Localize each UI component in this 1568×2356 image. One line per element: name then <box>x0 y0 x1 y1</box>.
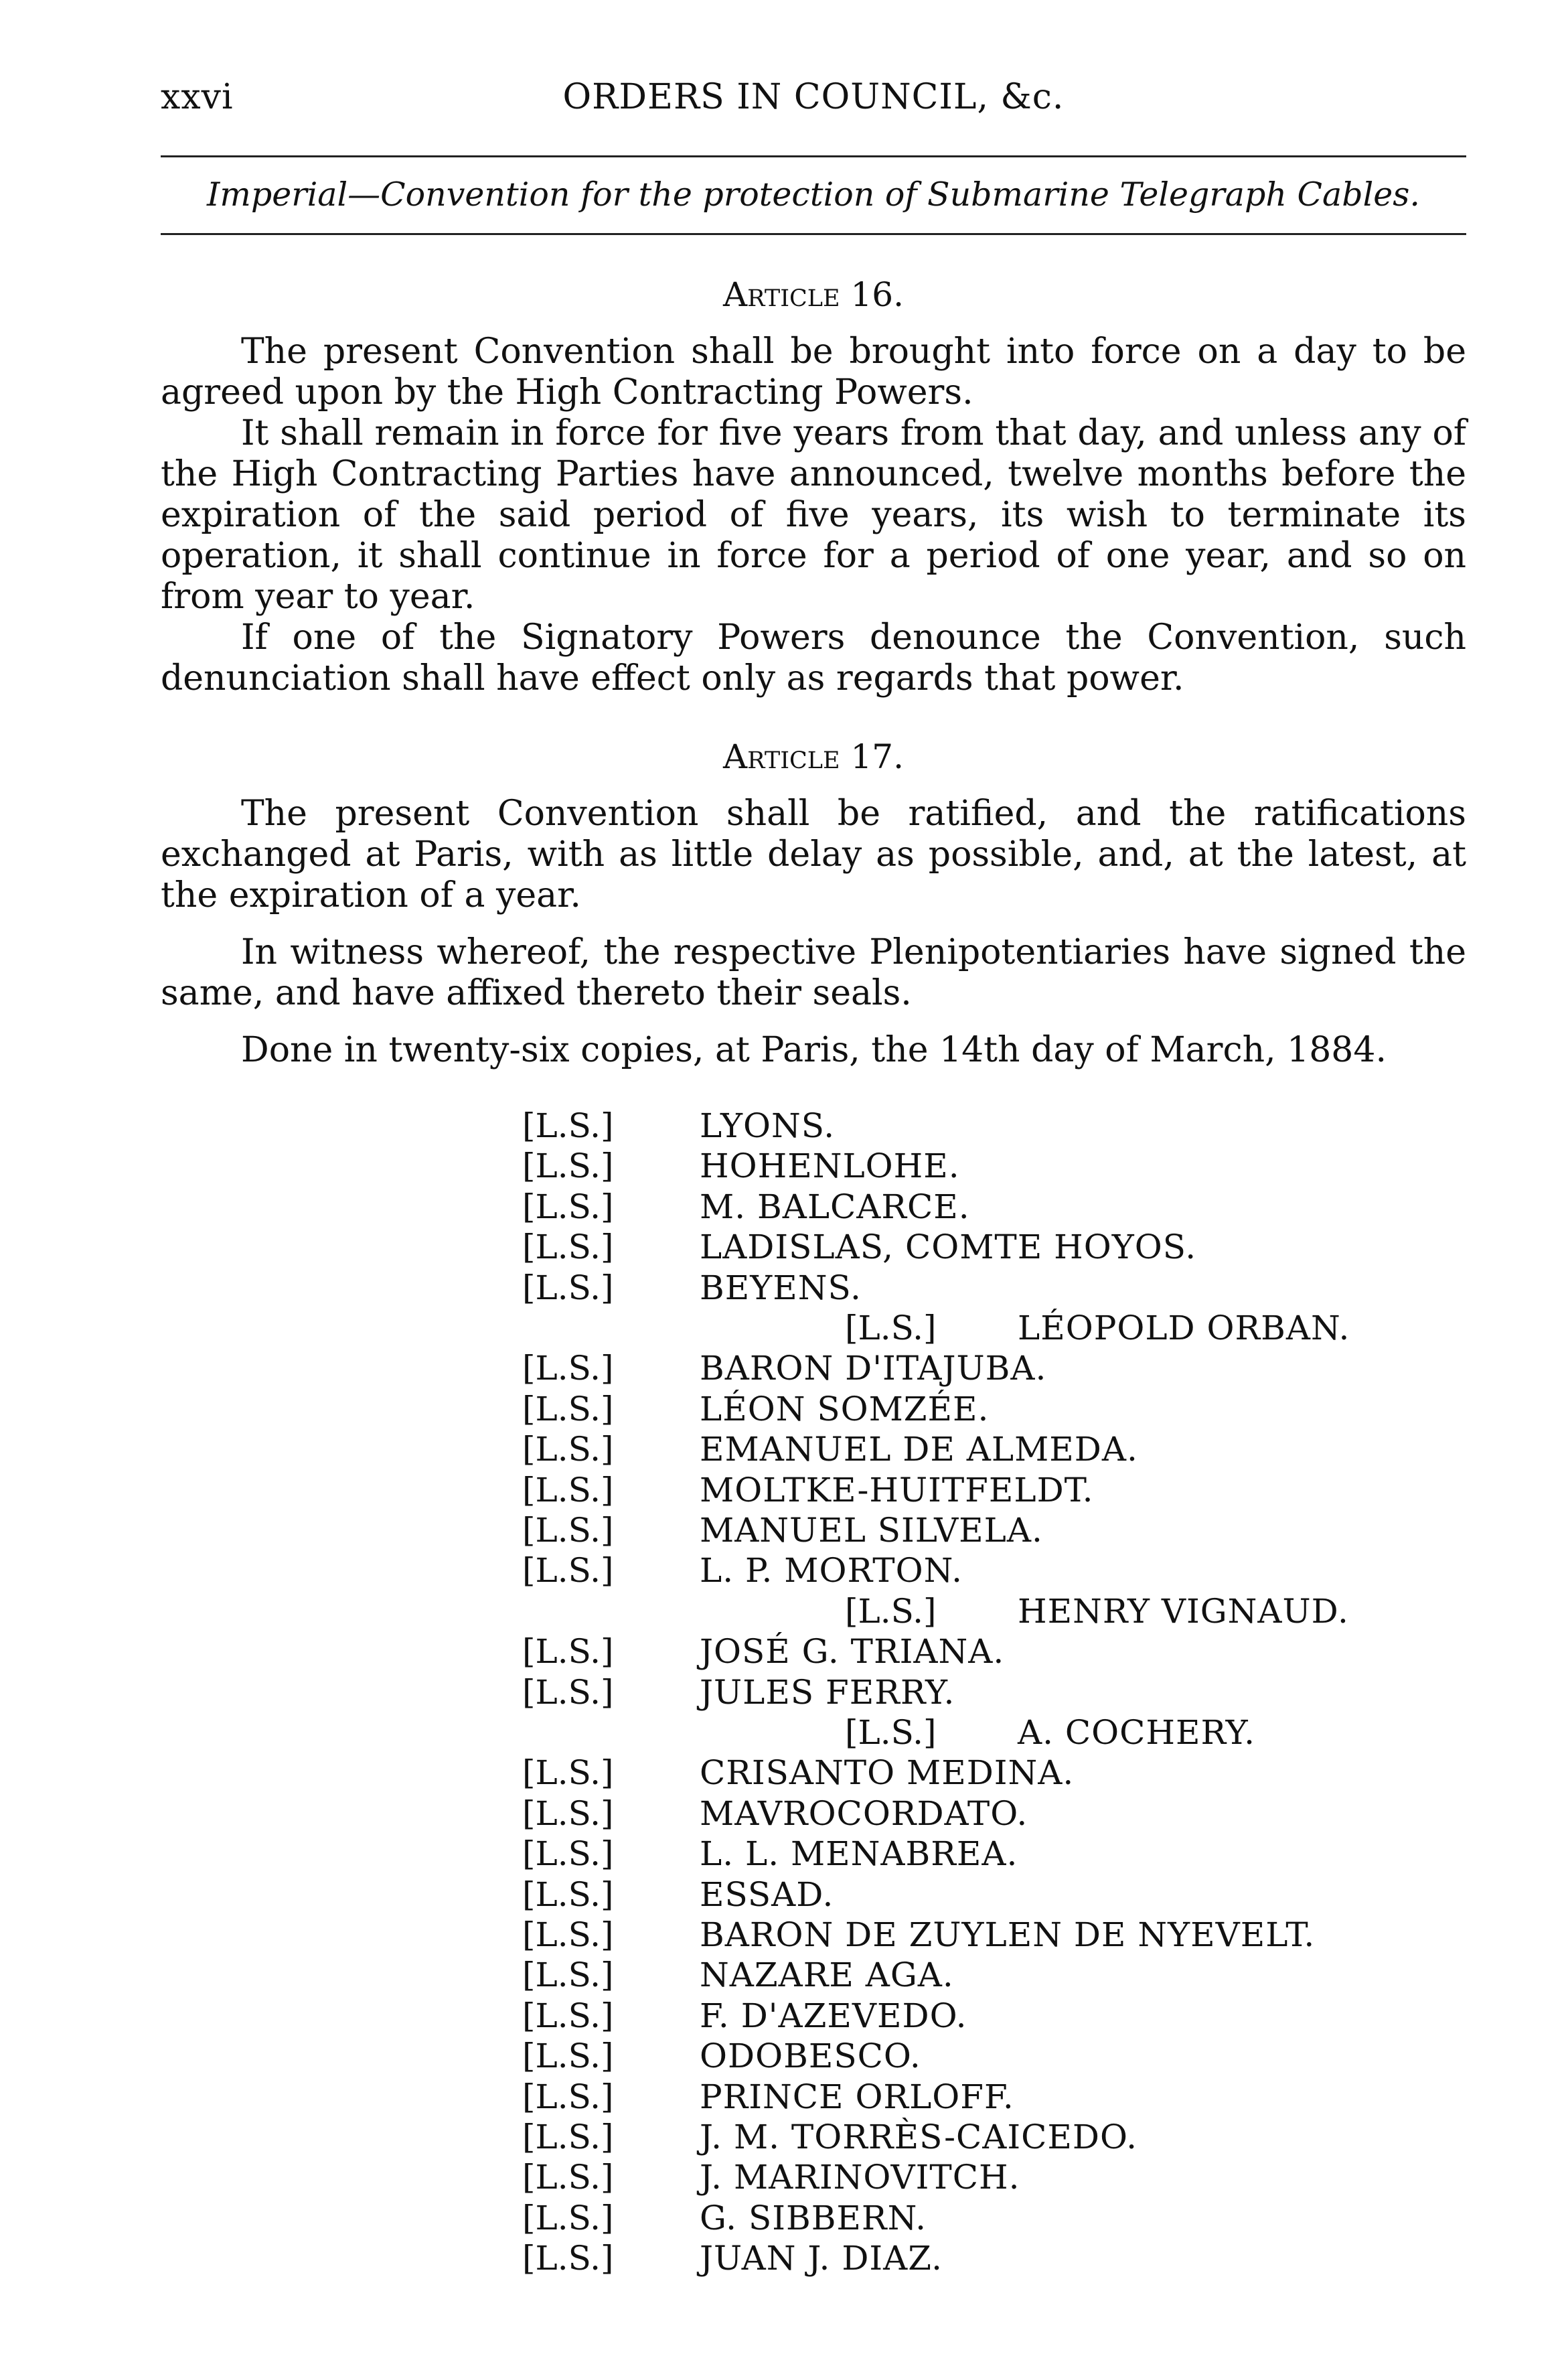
seal-mark: [L.S.] <box>522 1147 614 1186</box>
article-16-paragraph: The present Convention shall be brought into force on a day to be agreed upon by the High Contracting Powers. <box>161 332 1466 413</box>
signatory-name: G. SIBBERN. <box>700 2198 927 2237</box>
signatory-name: J. M. TORRÈS-CAICEDO. <box>700 2118 1138 2156</box>
signatory-name: J. MARINOVITCH. <box>700 2158 1020 2197</box>
signatory-name: MOLTKE-HUITFELDT. <box>700 1470 1094 1510</box>
signatory-name: LÉON SOMZÉE. <box>700 1389 990 1428</box>
seal-mark: [L.S.] <box>845 1309 937 1347</box>
signatory-name: L. L. MENABREA. <box>700 1834 1018 1874</box>
running-title: ORDERS IN COUNCIL, &c. <box>562 77 1065 117</box>
done-paragraph: Done in twenty-six copies, at Paris, the 14th day of March, 1884. <box>241 1030 1387 1070</box>
signatory-name: BARON DE ZUYLEN DE NYEVELT. <box>700 1915 1316 1954</box>
signatory-name: L. P. MORTON. <box>700 1551 963 1591</box>
seal-mark: [L.S.] <box>522 1106 614 1145</box>
seal-mark: [L.S.] <box>522 1268 614 1307</box>
seal-mark: [L.S.] <box>522 1511 614 1550</box>
seal-mark: [L.S.] <box>522 1753 614 1793</box>
seal-mark: [L.S.] <box>522 1349 614 1388</box>
signatory-name: LÉOPOLD ORBAN. <box>1018 1309 1350 1347</box>
page-number: xxvi <box>161 77 234 117</box>
seal-mark: [L.S.] <box>522 1834 614 1874</box>
signatory-name: HOHENLOHE. <box>700 1147 960 1186</box>
signatory-name: CRISANTO MEDINA. <box>700 1753 1075 1793</box>
seal-mark: [L.S.] <box>845 1713 937 1752</box>
signatory-name: EMANUEL DE ALMEDA. <box>700 1430 1138 1469</box>
seal-mark: [L.S.] <box>522 1228 614 1267</box>
signatory-name: BEYENS. <box>700 1268 862 1307</box>
seal-mark: [L.S.] <box>522 1430 614 1469</box>
signatory-name: JULES FERRY. <box>700 1672 955 1712</box>
article-17 <box>161 737 1466 1071</box>
signatory-name: BARON D'ITAJUBA. <box>700 1349 1047 1388</box>
signatory-name: JUAN J. DIAZ. <box>700 2239 943 2278</box>
signatory-name: ODOBESCO. <box>700 2037 921 2076</box>
article-16-paragraph: If one of the Signatory Powers denounce the Convention, such denunciation shall have effect only as regards that power. <box>161 617 1466 698</box>
section-subtitle: Imperial—Convention for the protection of Submarine Telegraph Cables. <box>207 175 1420 214</box>
article-16-paragraph: It shall remain in force for five years from that day, and unless any of the High Contracting Parties have announced, twelve months before the expiration of the said period of five years, its wish to terminate its operation, it shall continue in force for a period of one year, and so on from year to year. <box>161 413 1466 617</box>
seal-mark: [L.S.] <box>522 1187 614 1226</box>
signatory-name: MAVROCORDATO. <box>700 1793 1028 1833</box>
article-16 <box>161 275 1466 699</box>
witness-paragraph: In witness whereof, the respective Plenipotentiaries have signed the same, and have affixed thereto their seals. <box>161 932 1466 1013</box>
header-rule-top <box>161 155 1466 157</box>
seal-mark: [L.S.] <box>522 2158 614 2197</box>
header-rule-bottom <box>161 233 1466 235</box>
seal-mark: [L.S.] <box>522 2239 614 2278</box>
article-16-heading: Article 16. <box>723 275 904 314</box>
seal-mark: [L.S.] <box>522 1632 614 1672</box>
seal-mark: [L.S.] <box>522 1956 614 1995</box>
seal-mark: [L.S.] <box>522 1793 614 1833</box>
article-17-heading: Article 17. <box>723 737 904 776</box>
signatory-name: M. BALCARCE. <box>700 1187 970 1226</box>
signatory-name: ESSAD. <box>700 1874 834 1914</box>
seal-mark: [L.S.] <box>522 1470 614 1510</box>
signatory-name: HENRY VIGNAUD. <box>1018 1591 1349 1631</box>
seal-mark: [L.S.] <box>522 1996 614 2035</box>
signatory-name: A. COCHERY. <box>1018 1713 1256 1752</box>
signatory-name: LYONS. <box>700 1106 836 1145</box>
seal-mark: [L.S.] <box>522 1551 614 1591</box>
seal-mark: [L.S.] <box>522 2077 614 2116</box>
signatory-name: MANUEL SILVELA. <box>700 1511 1043 1550</box>
seal-mark: [L.S.] <box>845 1591 937 1631</box>
signatory-name: JOSÉ G. TRIANA. <box>700 1632 1005 1672</box>
seal-mark: [L.S.] <box>522 1672 614 1712</box>
signatory-name: NAZARE AGA. <box>700 1956 954 1995</box>
seal-mark: [L.S.] <box>522 1874 614 1914</box>
seal-mark: [L.S.] <box>522 1389 614 1428</box>
seal-mark: [L.S.] <box>522 2198 614 2237</box>
signatory-name: PRINCE ORLOFF. <box>700 2077 1014 2116</box>
signatory-name: F. D'AZEVEDO. <box>700 1996 967 2035</box>
seal-mark: [L.S.] <box>522 2118 614 2156</box>
page-header <box>161 70 1466 131</box>
seal-mark: [L.S.] <box>522 1915 614 1954</box>
signatory-name: LADISLAS, COMTE HOYOS. <box>700 1228 1197 1267</box>
seal-mark: [L.S.] <box>522 2037 614 2076</box>
article-17-paragraph: The present Convention shall be ratified, and the ratifications exchanged at Paris, with as little delay as possible, and, at the latest, at the expiration of a year. <box>161 794 1466 915</box>
